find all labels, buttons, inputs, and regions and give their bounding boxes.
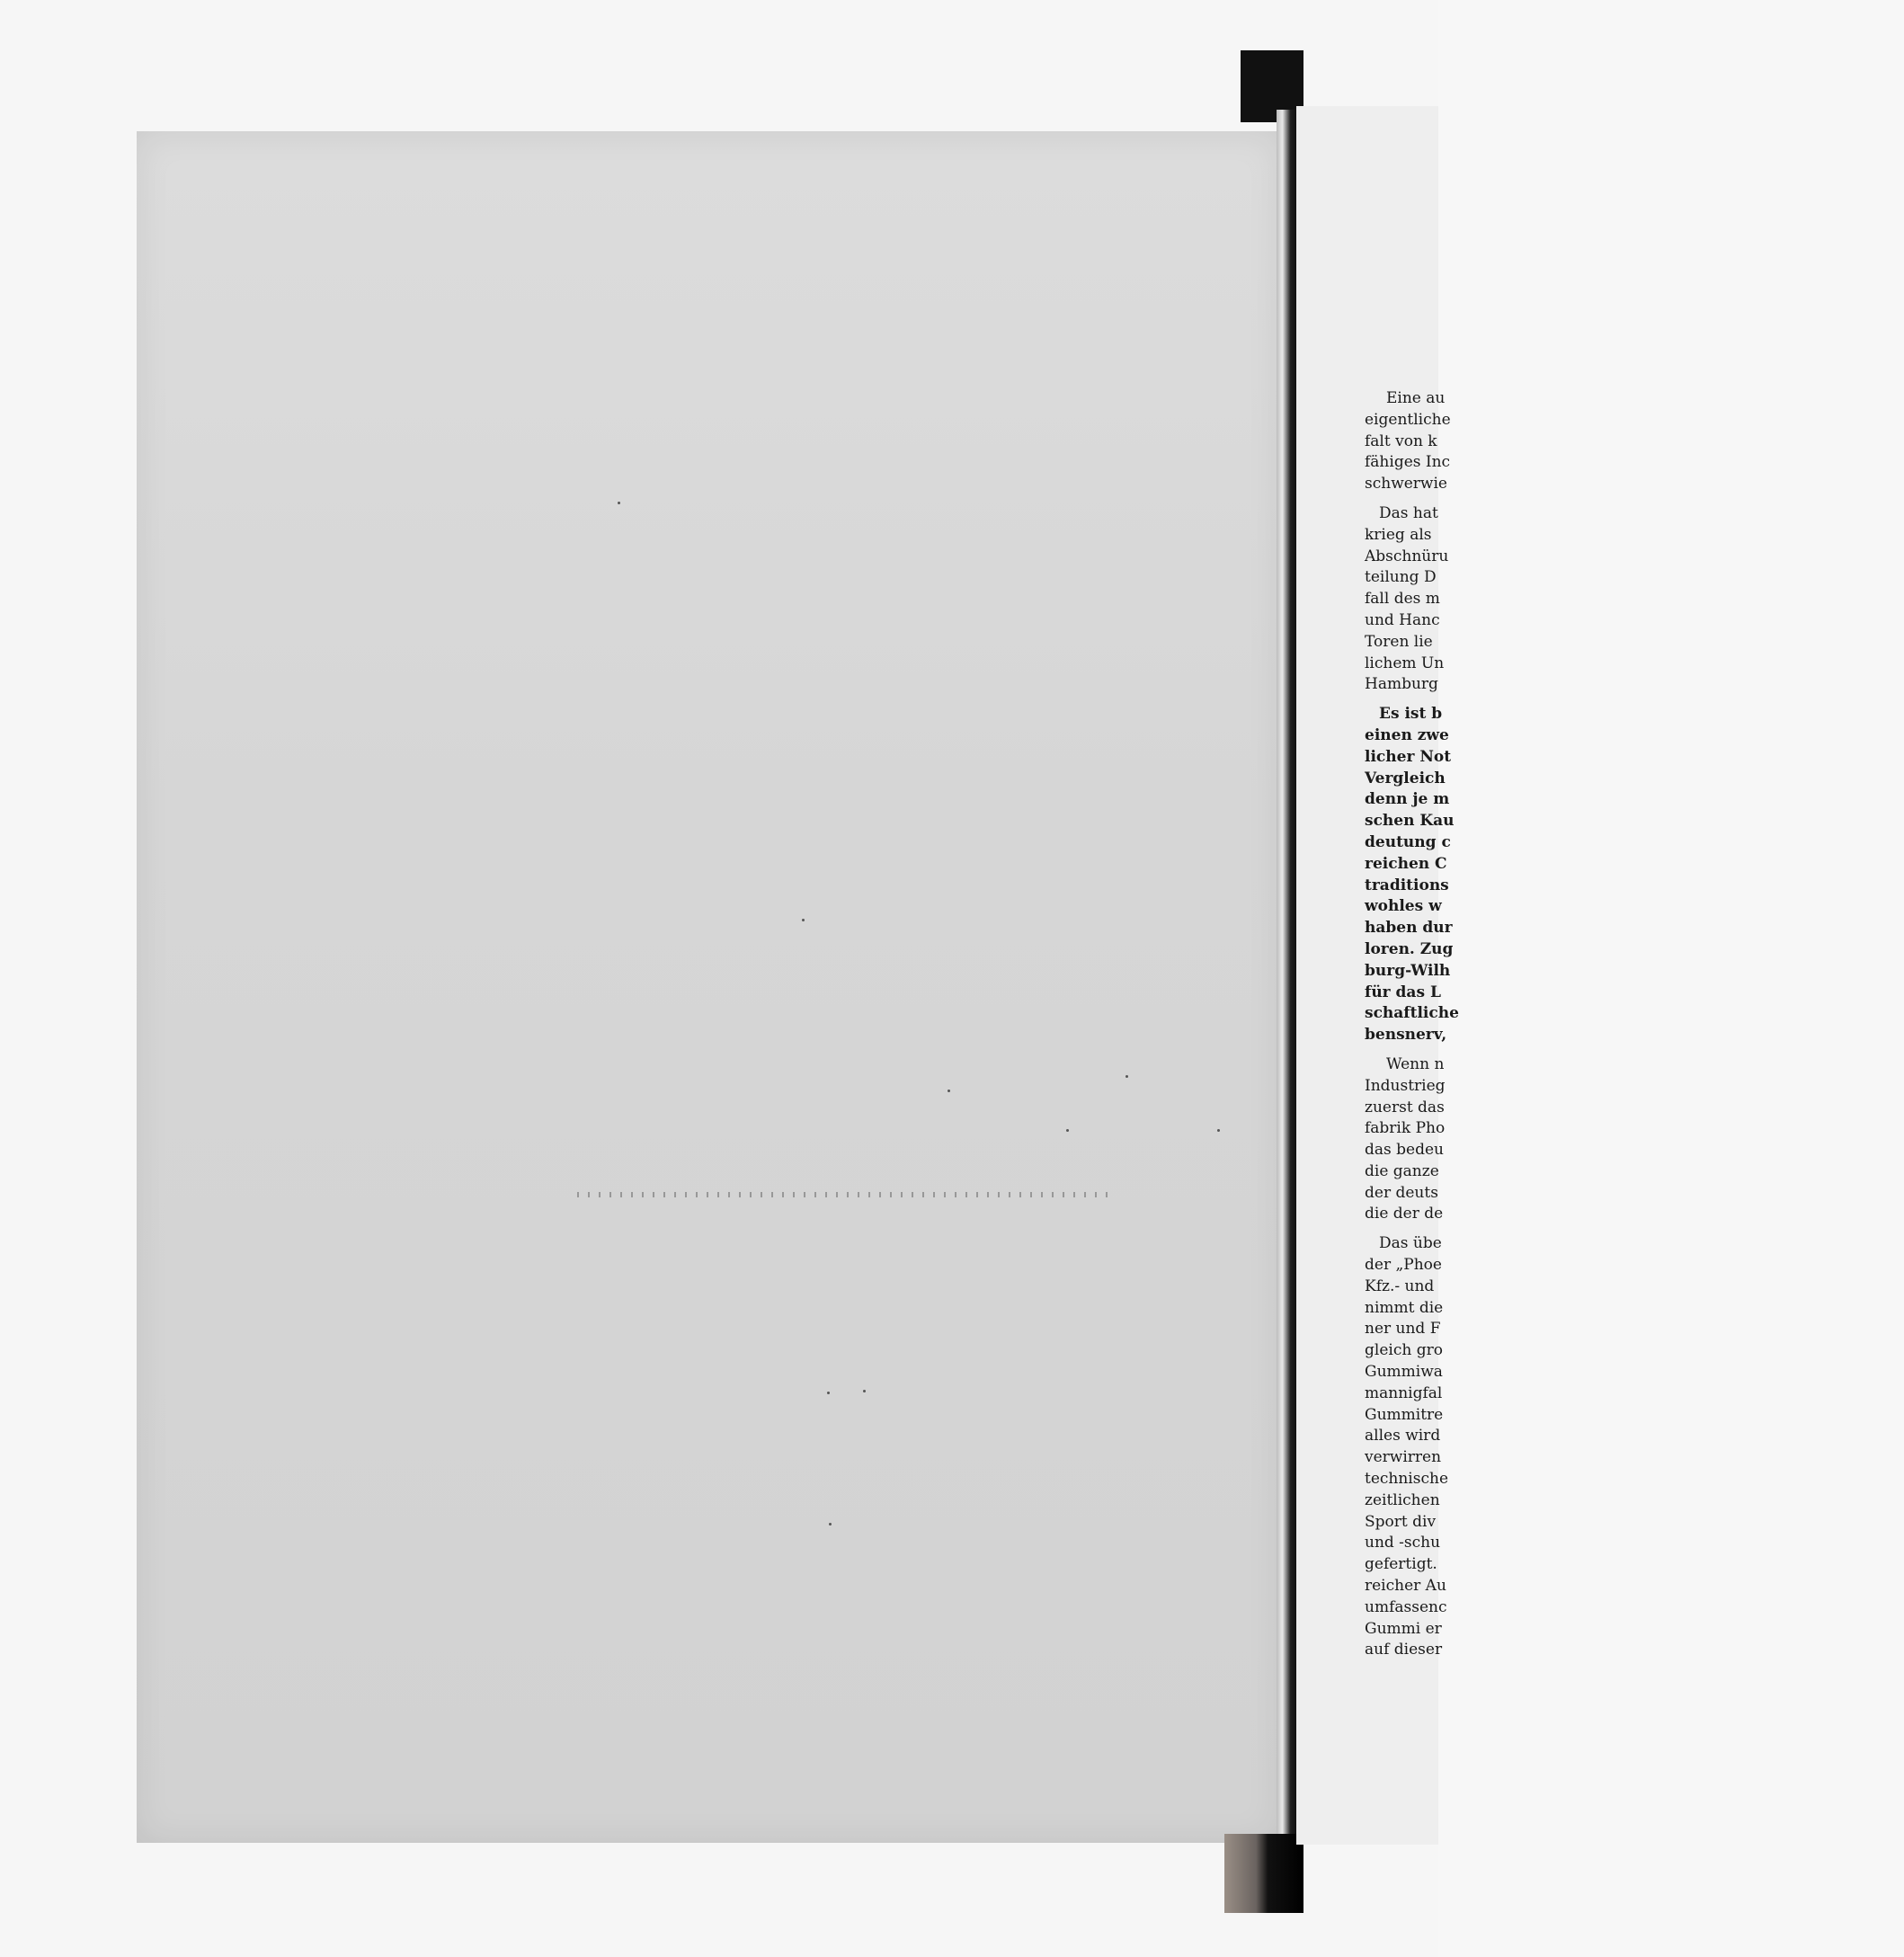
text-line: fall des m [1365, 590, 1440, 609]
text-line: umfassenc [1365, 1597, 1447, 1616]
text-line: fabrik Pho [1365, 1119, 1446, 1138]
text-line: ner und F [1365, 1320, 1441, 1339]
text-line: schwerwie [1365, 475, 1447, 494]
paper-speck [618, 502, 620, 504]
text-line: haben dur [1365, 919, 1453, 938]
text-line: licher Not [1365, 747, 1452, 766]
text-line: die der de [1365, 1205, 1444, 1223]
text-line: verwirren [1365, 1448, 1442, 1467]
paragraph-5 [1365, 1233, 1904, 1661]
text-line: Gummi er [1365, 1619, 1442, 1638]
text-line: der deuts [1365, 1183, 1438, 1202]
text-line: reichen C [1365, 854, 1447, 873]
scanner-clip-bottom [1224, 1834, 1303, 1913]
text-line: bensnerv, [1365, 1026, 1447, 1045]
text-line: und -schu [1365, 1534, 1441, 1552]
paragraph-4 [1365, 1054, 1904, 1225]
text-line: Toren lie [1365, 632, 1433, 651]
text-line: gleich gro [1365, 1341, 1443, 1360]
paper-speck [1125, 1075, 1128, 1078]
text-line: Abschnüru [1365, 547, 1449, 565]
text-line: und Hanc [1365, 610, 1440, 629]
text-line: mannigfal [1365, 1383, 1443, 1402]
paper-speck [802, 919, 805, 921]
text-line: Eine au [1386, 389, 1446, 407]
text-line: Industrieg [1365, 1076, 1446, 1095]
show-through-dots [577, 1192, 1117, 1197]
text-line: teilung D [1365, 568, 1437, 587]
text-line: Es ist b [1379, 705, 1443, 724]
paper-speck [829, 1523, 832, 1526]
text-line: Das hat [1379, 503, 1438, 522]
text-line: loren. Zug [1365, 939, 1454, 958]
paper-speck [863, 1390, 866, 1392]
paper-speck [827, 1392, 830, 1394]
text-line: zeitlichen [1365, 1490, 1440, 1509]
text-line: Gummitre [1365, 1405, 1444, 1424]
text-line: der „Phoe [1365, 1256, 1442, 1275]
text-line: wohles w [1365, 897, 1442, 916]
text-line: krieg als [1365, 525, 1432, 544]
text-line: für das L [1365, 983, 1441, 1001]
blank-left-page [137, 131, 1280, 1843]
book-spine [1277, 110, 1296, 1845]
text-line: traditions [1365, 876, 1449, 894]
text-line: einen zwe [1365, 725, 1449, 744]
text-line: lichem Un [1365, 654, 1445, 672]
text-line: schen Kau [1365, 812, 1455, 831]
paper-speck [1066, 1129, 1069, 1132]
paper-speck [948, 1090, 950, 1092]
text-line: burg-Wilh [1365, 961, 1451, 980]
text-line: technische [1365, 1470, 1449, 1489]
text-line: Kfz.- und [1365, 1276, 1435, 1295]
text-line: falt von k [1365, 431, 1437, 450]
text-line: das bedeu [1365, 1141, 1444, 1160]
text-line: Wenn n [1386, 1054, 1445, 1073]
text-line: nimmt die [1365, 1298, 1444, 1317]
text-line: Gummiwa [1365, 1363, 1443, 1382]
right-page [1296, 106, 1459, 1845]
paper-speck [1217, 1129, 1220, 1132]
text-line: eigentliche [1365, 410, 1451, 429]
text-line: die ganze [1365, 1161, 1439, 1180]
text-line: Sport div [1365, 1512, 1437, 1531]
text-line: gefertigt. [1365, 1555, 1437, 1574]
paragraph-2 [1365, 503, 1904, 696]
text-column [1365, 388, 1904, 1661]
text-line: fähiges Inc [1365, 453, 1451, 472]
text-line: auf dieser [1365, 1641, 1443, 1659]
paragraph-1 [1365, 388, 1904, 495]
text-line: alles wird [1365, 1427, 1441, 1446]
text-line: Hamburg [1365, 675, 1438, 694]
text-line: Vergleich [1365, 769, 1446, 787]
text-line: denn je m [1365, 790, 1450, 809]
text-line: deutung c [1365, 832, 1451, 851]
text-line: Das übe [1379, 1234, 1442, 1253]
paragraph-3 [1365, 704, 1904, 1046]
text-line: schaftliche [1365, 1004, 1459, 1023]
text-line: zuerst das [1365, 1098, 1445, 1116]
text-line: reicher Au [1365, 1577, 1446, 1596]
